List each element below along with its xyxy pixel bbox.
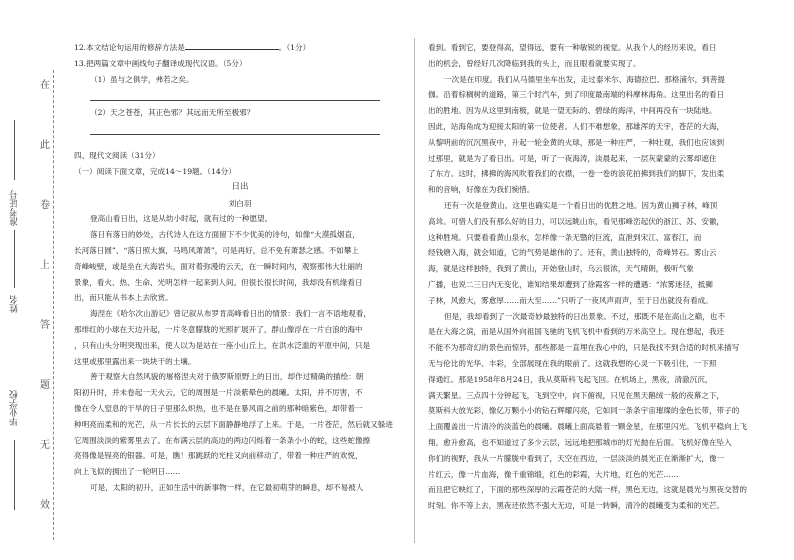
paragraph-line: 它周围淡淡的紫雾里去了。在布满云层的高边的两边闪烁着一条条小小的蛇，这些蛇像擦 <box>74 435 371 445</box>
paragraph-line: 海，就是这样独特，我到了黄山，开始登山时，乌云很浓，天气晴朗，极听气象 <box>428 264 694 274</box>
paragraph-line: 景象，看火、热、生命、光明怎样一起来到人间。但很长很长时间，我却没有机缘看日 <box>74 277 363 287</box>
paragraph-line: 不能不为那奇幻的景色而惊异，那些都是一直埋在我心中的，只是我找不到合适的时机来描写 <box>428 343 740 353</box>
name-label: 姓名 <box>10 295 20 313</box>
paragraph-line: 时刻。你不等上去，黑夜还依然不强大无边，可是一转瞬，清冷的晨曦变为柔和的光芒。 <box>428 501 725 511</box>
paragraph-line: 阳初升时，并未卷起一天火云，它的周围是一片淡紫晕色的晨曦。太阳，并不厉害，不 <box>74 388 363 398</box>
paragraph-line: 了东方。这时，拂拂的海风吹着我们的衣襟，一卷一卷的浪花拍拂到我们的脚下，发出柔 <box>428 169 725 179</box>
question-13-part-2: （2）天之苍苍，其正色邪？其远而无所至极邪？ <box>90 108 255 118</box>
paragraph-line: 你们的视野，我从一片朦胧中看到了，天空在西边，一层淡淡的晨光正在渐渐扩大，像一 <box>428 453 725 463</box>
paragraph-line: 子林，风愈大，雾愈厚……而大至……”只听了一夜风声雨声，至于日出就没有看成。 <box>428 295 713 305</box>
seal-char: 此 <box>40 140 50 151</box>
paragraph-line: 出的机会，曾经好几次降临到我的头上，而且眼看就要实现了。 <box>428 58 641 68</box>
sub-heading: （一）阅读下面文章，完成14～19题。（14分） <box>74 166 236 176</box>
paragraph-line: 种明亮而柔和的光芒，从一片长长的云层下面静静地浮了上来。于是，一片苍茫，然后就又躲进 <box>74 419 393 429</box>
paragraph-line: 那绯红的小球在天边升起，一片冬意朦胧的光照扩展开了，群山像浮在一片白浪的海中 <box>74 324 363 334</box>
exam-number-label: 准考证号 <box>10 190 20 226</box>
seal-char: 在 <box>40 80 50 91</box>
paragraph-line: 过那里，就是为了看日出。可是，听了一夜海涛，淡晨起来，一层灰蒙蒙的云雾却遮住 <box>428 153 717 163</box>
seal-dashed-line <box>53 70 54 540</box>
paragraph-line: 登高山看日出，这是从幼小时起，就有过的一种愿望。 <box>90 214 273 224</box>
seal-char: 卷 <box>40 200 50 211</box>
right-column <box>428 40 762 514</box>
paragraph-line: 上面覆盖出一片清冷的淡蓝色的晨曦。晨曦上面高悬着一颗金星，在那里闪光。飞机平稳向上飞 <box>428 422 747 432</box>
paragraph-line: 片红云，像一片血海，像千重锦缎，红色的彩霞，大片地，红色的光芒…… <box>428 469 679 479</box>
question-13-part-1: （1）虽与之俱学，弗若之矣。 <box>90 74 194 84</box>
paragraph-line: 看到。看到它，要登得高，望得远，要有一种敏锐的视觉。从我个人的经历来说，看日 <box>428 43 717 52</box>
paragraph-line: 翔，愈升愈高，也不知道过了多少云层，远远地把那城市的灯光抛在后面。飞机好像在坠入 <box>428 437 732 447</box>
paragraph-line: 出的胜地。因为从这里到南极，就是一望无际的、碧绿的海洋，中间再没有一块陆地。 <box>428 106 717 116</box>
paragraph-line: 一次是在印度。我们从马德里坐车出发，走过泰米尔、海德拉巴、那格浦尔，到菩提 <box>444 74 725 84</box>
paragraph-line: 海涅在《哈尔次山游记》曾记叙从布罗肯高峰看日出的情景：我们一言不语地观看， <box>90 309 371 319</box>
paragraph-line: 出，而只能从书本上去欣赏。 <box>74 293 173 303</box>
paragraph-line: 善于观察大自然风貌的屠格涅夫对于俄罗斯原野上的日出，却作过精确的描绘：朝 <box>90 372 364 382</box>
paragraph-line: 这里或那里露出来一块块干的土壤。 <box>74 356 196 366</box>
answer-line[interactable] <box>90 87 380 101</box>
seal-char: 上 <box>40 260 50 271</box>
article-title: 日出 <box>231 181 249 192</box>
name-line <box>14 230 15 288</box>
paragraph-line: 得通红。那是1958年8月24日，我从莫斯科飞起飞回。在机场上，黑夜，清澈沉沉， <box>428 374 713 384</box>
paragraph-line: 伽。沿着棕榈树的道路，第三个时汽车，到了印度最南端的科摩林海角。这里出名的看日 <box>428 90 725 100</box>
column-divider <box>414 38 415 543</box>
paragraph-line: 从黎明前的沉沉黑夜中，升起一轮金黄的火球，那是一种庄严，一种壮观，我们也应该到 <box>428 137 725 147</box>
paragraph-line: 可是，太阳的初升，正如生活中的新事物一样，在它最初萌芽的瞬息，却不易被人 <box>90 482 364 492</box>
paragraph-line: 而且把它映红了，下面的那些深厚的云霞苍茫的大陆一样，黑色无边，这就是晨光与黑夜交替的 <box>428 485 747 495</box>
seal-char: 答 <box>40 320 50 331</box>
school-line <box>14 440 15 510</box>
seal-char: 题 <box>40 380 50 391</box>
paragraph-line: 无与伦比的光华、丰彩，全部展现在我的眼前了。这就我想的心灵一下吸引住，一下照 <box>428 358 717 368</box>
question-12: 12.本文结论句运用的修辞方法是 。（1分） <box>74 40 406 56</box>
school-label: 毕业学校 <box>10 390 20 426</box>
paragraph-line: 满天繁星。三点四十分钟起飞，飞到空中，向下俯视，只见在黑天鹅绒一般的夜幕之下， <box>428 390 725 400</box>
paragraph-line: 因此，站海角成为迎接太阳的第一位使者。人们不难想象，那雄浑的天宇，苍茫的大海， <box>428 121 725 131</box>
paragraph-line: 像在令人窒息的干旱的日子里那么炽热，也不是在暴风雨之前的那种暗紫色，却带着一 <box>74 403 363 413</box>
paragraph-line: 长河落日圆”、“落日照大旗，马鸣风萧萧”，可是再好，总不免有萧瑟之感。不如攀上 <box>74 245 360 255</box>
exam-number-line <box>14 120 15 180</box>
paragraph-line: 是在大海之滨，而是从国外向祖国飞驰的飞机飞机中看到的万米高空上。现在想起，我还 <box>428 327 725 337</box>
answer-line[interactable] <box>90 121 380 135</box>
paragraph-line: 亮得像是锃亮的银器。可是，瞧！那跳跃的光柱又向前移动了，带着一种庄严的欢悦， <box>74 451 363 461</box>
section-heading: 四、现代文阅读（31分） <box>74 151 160 161</box>
paragraph-line: 和的音响，好像在为我们惋惜。 <box>428 185 535 195</box>
binding-strip <box>0 40 70 540</box>
paragraph-line: 这种胜境。只要看看黄山泉水，怎样像一条无翳的巨流，直泄到宋江、富春江，而 <box>428 232 702 242</box>
answer-blank[interactable] <box>185 40 279 50</box>
paragraph-line: 但是，我却看到了一次最奇妙最独特的日出景象。不过，那既不是在高山之巅，也不 <box>444 311 725 321</box>
paragraph-line: 还有一次是登黄山。这里也确实是一个看日出的优胜之地。因为黄山狮子林，峰顶 <box>444 200 718 210</box>
paragraph-line: 广播，也说二三日内无变化，谁知结果却遭到了徐霞客一样的遭遇：“浓雾迷径，抵狮 <box>428 279 713 289</box>
paragraph-line: 奇峰峻壁，或是坐在大海岩头，面对着弥漫的云天，在一瞬时间内，观察那伟大壮丽的 <box>74 261 363 271</box>
paragraph-line: 向上飞似的拥出了一轮明日…… <box>74 467 181 477</box>
seal-char: 无 <box>40 440 50 451</box>
paragraph-line: 莫斯科大放光彩，像亿万颗小小的钻石辉耀闪亮，它如同一条条宇宙璀璨的金色长带，带子的 <box>428 406 740 416</box>
question-13: 13.把两篇文章中画线句子翻译成现代汉语。（5分） <box>74 58 247 68</box>
article-author: 刘白羽 <box>228 198 252 208</box>
paragraph-line: 高耸。可惜人们没有那么好的目力，可以远眺山东，看见那峰峦起伏的浙江、苏、安徽， <box>428 216 725 226</box>
left-column <box>74 40 406 496</box>
paragraph-line: ，只有山头分明突现出来，使人以为是站在一座小山丘上，在洪水泛滥的平原中间，只是 <box>74 340 371 350</box>
paragraph-line: 经钱塘入海，就会知道，它的气势是雄伟的了。还有，黄山独特的，奇峰异石。雾山云 <box>428 248 717 258</box>
seal-char: 效 <box>40 500 50 511</box>
paragraph-line: 落日有落日的妙处，古代诗人在这方面留下不少优美的诗句，如像“大漠孤烟直， <box>90 230 360 240</box>
